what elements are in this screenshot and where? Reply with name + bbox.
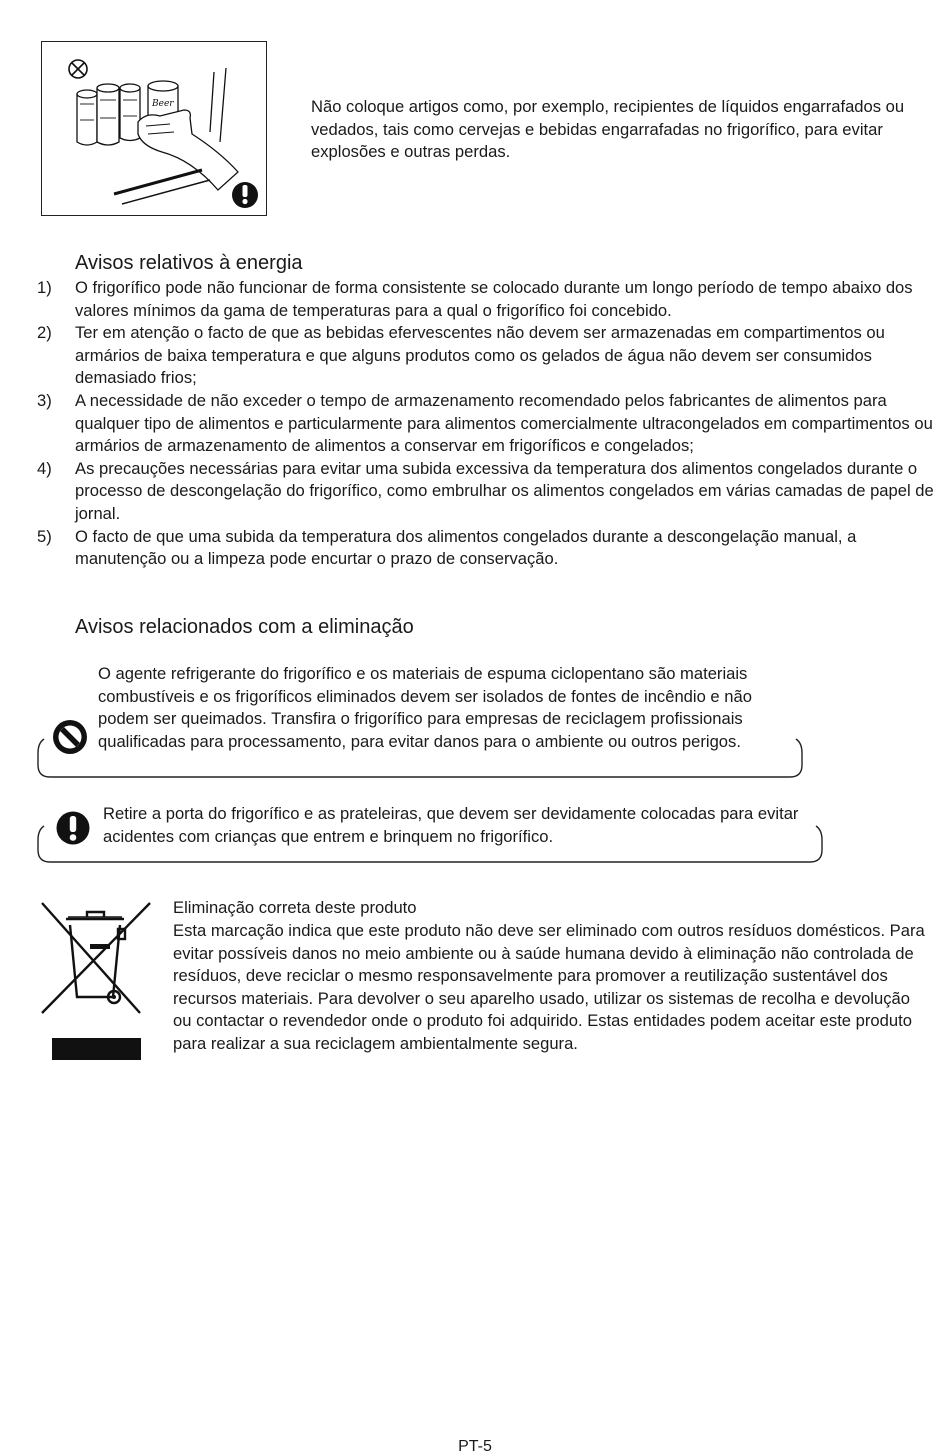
prohibited-small-icon <box>69 60 87 78</box>
list-item-number: 5) <box>37 526 52 546</box>
energy-section-heading: Avisos relativos à energia <box>75 252 303 274</box>
energy-warnings-list <box>0 277 950 571</box>
crossed-out-wheelie-bin-icon <box>38 897 154 1063</box>
list-item <box>0 458 935 526</box>
list-item-text: Ter em atenção o facto de que as bebidas efervescentes não devem ser armazenadas em compartimentos ou armários de baixa temperatura e que alguns produtos como os gelados de água não devem ser consumidos demasiado frios; <box>75 323 885 388</box>
list-item-number: 3) <box>37 390 52 410</box>
list-item-text: A necessidade de não exceder o tempo de armazenamento recomendado pelos fabricantes de alimentos para qualquer tipo de alimentos e particularmente para alimentos comercialmente ultracongelados em compartimentos ou armários de armazenamento de alimentos a conservar em frigoríficos e congelados; <box>75 390 933 456</box>
list-item <box>0 277 935 322</box>
disposal-section-heading: Avisos relacionados com a eliminação <box>75 616 414 638</box>
door-removal-warning: Retire a porta do frigorífico e as prateleiras, que devem ser devidamente colocadas para evitar acidentes com crianças que entrem e brinquem no frigorífico. <box>103 804 799 846</box>
list-item-text: As precauções necessárias para evitar uma subida excessiva da temperatura dos alimentos congelados durante o processo de descongelação do frigorífico, como embrulhar os alimentos congelados em várias camadas de papel de jornal. <box>75 458 934 523</box>
beer-can-label: Beer <box>152 99 174 109</box>
list-item-number: 1) <box>37 278 52 297</box>
flammable-refrigerant-warning: O agente refrigerante do frigorífico e os materiais de espuma ciclopentano são materiais combustíveis e os frigoríficos eliminados devem ser isolados de fontes de incêndio e não podem ser queimados. Transfira o frigorífico para empresas de reciclagem profissionais qualificadas para processamento, para evitar danos para o ambiente ou outros perigos. <box>98 664 752 751</box>
weee-title: Eliminação correta deste produto <box>173 898 417 917</box>
bottled-drinks-illustration <box>41 41 267 216</box>
bottled-drinks-warning-text: Não coloque artigos como, por exemplo, recipientes de líquidos engarrafados ou vedados, tais como cervejas e bebidas engarrafadas no frigorífico, para evitar explosões e outras perdas. <box>311 97 905 162</box>
prohibition-icon <box>52 719 88 755</box>
exclamation-small-icon <box>232 182 258 208</box>
list-item <box>0 526 935 571</box>
page-number: PT-5 <box>458 1438 492 1455</box>
list-item <box>0 322 935 390</box>
list-item <box>0 390 935 458</box>
list-item-number: 2) <box>37 323 52 343</box>
exclamation-icon <box>56 811 90 845</box>
list-item-text: O facto de que uma subida da temperatura dos alimentos congelados durante a descongelação manual, a manutenção ou a limpeza pode encurtar o prazo de conservação. <box>75 526 857 569</box>
weee-disposal-text: Esta marcação indica que este produto não deve ser eliminado com outros resíduos domésticos. Para evitar possíveis danos no meio ambiente ou à saúde humana devido à eliminação não controlada de resíduos, deve reciclar o mesmo responsavelmente para promover a reutilização sustentável dos recursos materiais. Para devolver o seu aparelho usado, utilizar os sistemas de recolha e devolução ou contactar o revendedor onde o produto foi adquirido. Estas entidades podem aceitar este produto para realizar a sua reciclagem ambientalmente segura. <box>173 921 925 1053</box>
list-item-number: 4) <box>37 458 52 478</box>
list-item-text: O frigorífico pode não funcionar de forma consistente se colocado durante um longo período de tempo abaixo dos valores mínimos da gama de temperaturas para a qual o frigorífico foi concebido. <box>75 278 913 320</box>
